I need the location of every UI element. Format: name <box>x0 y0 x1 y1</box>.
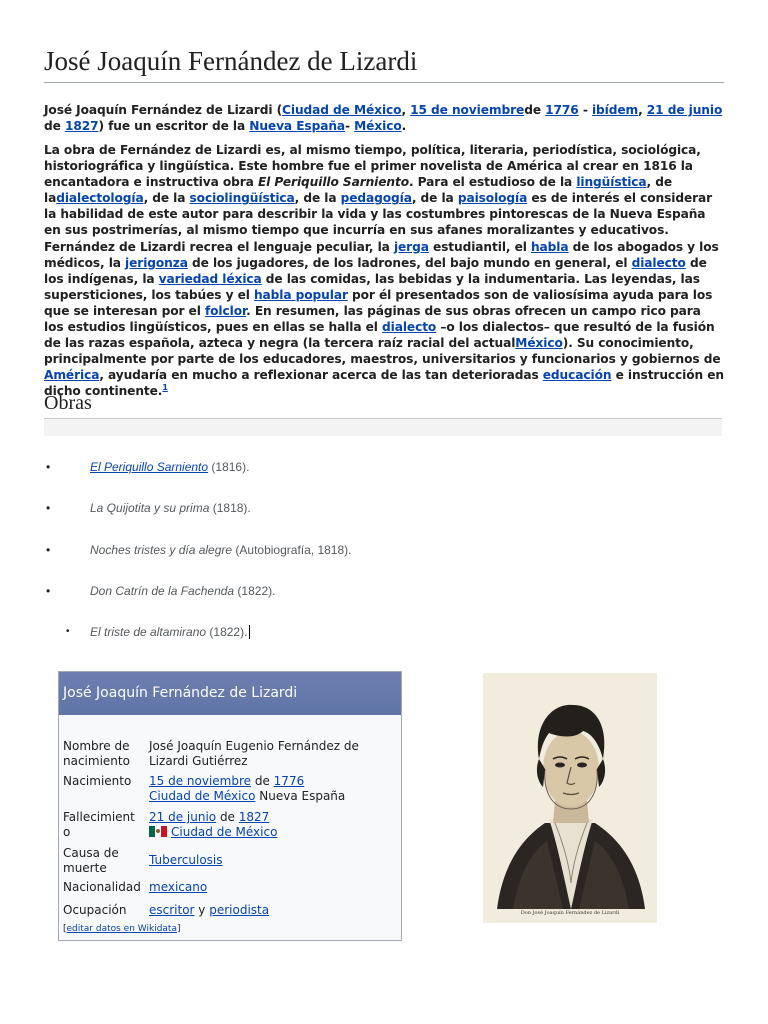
infobox-edit <box>63 922 181 937</box>
paragraph-text: estudiantil, el <box>428 239 531 254</box>
paragraph-text: e instrucción en dicho continente. <box>44 368 724 399</box>
link-death-day[interactable]: 21 de junio <box>149 810 217 824</box>
link-ibidem[interactable]: ibídem <box>591 103 639 117</box>
link-habla-popular[interactable]: habla popular <box>253 287 348 302</box>
infobox-text: de <box>216 810 239 824</box>
link-1776[interactable]: 1776 <box>545 103 579 117</box>
link-variedad-lexica[interactable]: variedad léxica <box>158 271 262 286</box>
bullet-icon: • <box>66 626 70 637</box>
intro-paragraph: José Joaquín Fernández de Lizardi (Ciudad de México, 15 de noviembrede 1776 - ibídem, 21 de junio de 1827) fue un escritor de la Nueva España- México. <box>44 103 723 133</box>
paragraph-text: , de la <box>294 191 341 206</box>
infobox-text: y <box>194 903 210 917</box>
link-paisologia[interactable]: paisología <box>457 191 528 206</box>
work-detail: (Autobiografía, 1818). <box>232 543 352 557</box>
paragraph-text: de los indígenas, la <box>44 255 707 286</box>
infobox-label: Nacimiento <box>63 774 132 788</box>
work-detail: (1822). <box>234 584 276 598</box>
paragraph-text: ). Su conocimiento, principalmente por parte de los educadores, maestros, universitarios y funcionarios y gobiernos de <box>44 336 721 367</box>
link-15-de-noviembre[interactable]: 15 de noviembre <box>410 103 525 117</box>
edit-wikidata-link[interactable]: editar datos en Wikidata <box>66 924 177 934</box>
work-title: La Quijotita y su prima <box>90 501 210 515</box>
portrait-image <box>483 673 657 923</box>
paragraph-text: , ayudaría en mucho a reflexionar acerca de las tan deterioradas <box>99 368 543 383</box>
intro-text: ) fue un escritor de la <box>98 119 246 133</box>
link-folclor[interactable]: folclor <box>204 303 247 318</box>
infobox-value <box>149 810 379 840</box>
paragraph-text: La obra de Fernández de Lizardi es, al mismo tiempo, política, literaria, periodística, sociológica, historiográfica y lingüística. Este hombre fue el primer novelista de América al crear en 1816 la encantadora e instructiva obra <box>44 143 701 190</box>
link-educacion[interactable]: educación <box>542 368 612 383</box>
paragraph-italic-title: El Periquillo Sarniento <box>257 175 409 190</box>
infobox <box>58 671 402 941</box>
work-detail: (1816). <box>208 460 250 474</box>
link-tuberculosis[interactable]: Tuberculosis <box>149 853 223 867</box>
paragraph-text: , de la <box>44 175 672 206</box>
reference-link[interactable]: 1 <box>162 383 168 393</box>
infobox-value <box>149 853 379 868</box>
page-title: José Joaquín Fernández de Lizardi <box>44 44 724 83</box>
paragraph-text: por él presentados son de valiosísima ayuda para los que se interesan por el <box>44 287 713 318</box>
work-detail: (1822). <box>206 625 248 639</box>
bullet-icon: • <box>46 543 51 557</box>
paragraph-text: –o los dialectos– que resultó de la fusión de las razas española, azteca y negra (la tercera raíz racial del actual <box>44 320 715 351</box>
infobox-value <box>149 880 379 895</box>
link-21-de-junio[interactable]: 21 de junio <box>646 103 723 117</box>
paragraph-text: , de la <box>411 191 458 206</box>
infobox-label: Nombre de nacimiento <box>63 739 130 768</box>
link-nueva-espana[interactable]: Nueva España <box>249 119 346 133</box>
link-escritor[interactable]: escritor <box>149 903 195 917</box>
portrait-caption: Don José Joaquín Fernández de Lizardi <box>520 910 620 916</box>
work-title: Don Catrín de la Fachenda <box>90 584 235 598</box>
bullet-icon: • <box>46 460 51 474</box>
link-america[interactable]: América <box>44 368 100 383</box>
mexico-flag-icon <box>149 826 167 837</box>
paragraph-text: , de la <box>143 191 190 206</box>
infobox-label: Fallecimient o <box>63 810 135 839</box>
link-jerga[interactable]: jerga <box>393 239 429 254</box>
link-mexicano[interactable]: mexicano <box>149 880 208 894</box>
section-heading-obras: Obras <box>44 392 92 414</box>
infobox-text: Nueva España <box>255 789 346 803</box>
link-periodista[interactable]: periodista <box>209 903 270 917</box>
link-dialecto-2[interactable]: dialecto <box>382 320 437 335</box>
text-cursor <box>249 625 250 639</box>
work-detail: (1818). <box>209 501 251 515</box>
link-birth-city[interactable]: Ciudad de México <box>149 789 256 803</box>
portrait-engraving <box>483 673 657 923</box>
bullet-icon: • <box>46 584 51 598</box>
paragraph-text: . En resumen, las páginas de sus obras ofrecen un campo rico para los estudios lingüísticos, pues en ellas se halla el <box>44 303 701 335</box>
bracket: [ <box>63 924 67 934</box>
paragraph-text: de las comidas, las bebidas y la indumentaria. Las leyendas, las supersticiones, los tabúes y el <box>44 271 700 302</box>
intro-name: José Joaquín Fernández de Lizardi <box>44 103 273 117</box>
link-linguistica[interactable]: lingüística <box>576 175 647 190</box>
intro-text: de <box>524 103 541 117</box>
link-sociolinguistica[interactable]: sociolingüística <box>189 191 295 206</box>
link-dialecto[interactable]: dialecto <box>631 255 686 270</box>
infobox-value <box>149 774 379 804</box>
link-birth-day[interactable]: 15 de noviembre <box>149 774 252 788</box>
work-title: El triste de altamirano <box>90 625 207 639</box>
link-mexico[interactable]: México <box>354 119 402 133</box>
link-birth-year[interactable]: 1776 <box>273 774 305 788</box>
bracket: ] <box>176 924 181 934</box>
work-title: Noches tristes y día alegre <box>90 543 233 557</box>
link-dialectologia[interactable]: dialectología <box>56 191 144 206</box>
paragraph-text: es de interés el considerar la habilidad de este autor para describir la vida y las costumbres pintorescas de la Nueva España en sus postrimerías, al mismo tiempo que incurría en sus afanes moralizantes y educativos. Fernández de Lizardi recrea el lenguaje peculiar, la <box>44 191 713 254</box>
infobox-label: Causa de muerte <box>63 846 119 875</box>
link-pedagogia[interactable]: pedagogía <box>340 191 412 206</box>
bullet-icon: • <box>46 501 51 515</box>
link-jerigonza[interactable]: jerigonza <box>125 255 188 270</box>
link-death-city[interactable]: Ciudad de México <box>171 825 278 839</box>
body-paragraph <box>44 142 724 400</box>
infobox-label: Ocupación <box>63 903 127 917</box>
infobox-value <box>149 903 379 918</box>
infobox-value: José Joaquín Eugenio Fernández de Lizardi Gutiérrez <box>149 739 359 768</box>
infobox-text: de <box>251 774 274 788</box>
infobox-label: Nacionalidad <box>63 880 141 894</box>
link-habla[interactable]: habla <box>530 239 569 254</box>
infobox-title: José Joaquín Fernández de Lizardi <box>59 672 401 715</box>
link-mexico-2[interactable]: México <box>515 336 563 351</box>
paragraph-text: . Para el estudioso de la <box>409 175 577 190</box>
link-1827[interactable]: 1827 <box>64 119 99 133</box>
link-ciudad-de-mexico[interactable]: Ciudad de México <box>282 103 402 117</box>
link-work-title[interactable]: El Periquillo Sarniento <box>90 460 209 474</box>
paragraph-text: de los abogados y los médicos, la <box>44 239 719 270</box>
link-death-year[interactable]: 1827 <box>238 810 270 824</box>
section-divider <box>44 418 722 436</box>
paragraph-text: de los jugadores, de los ladrones, del bajo mundo en general, el <box>187 255 632 270</box>
